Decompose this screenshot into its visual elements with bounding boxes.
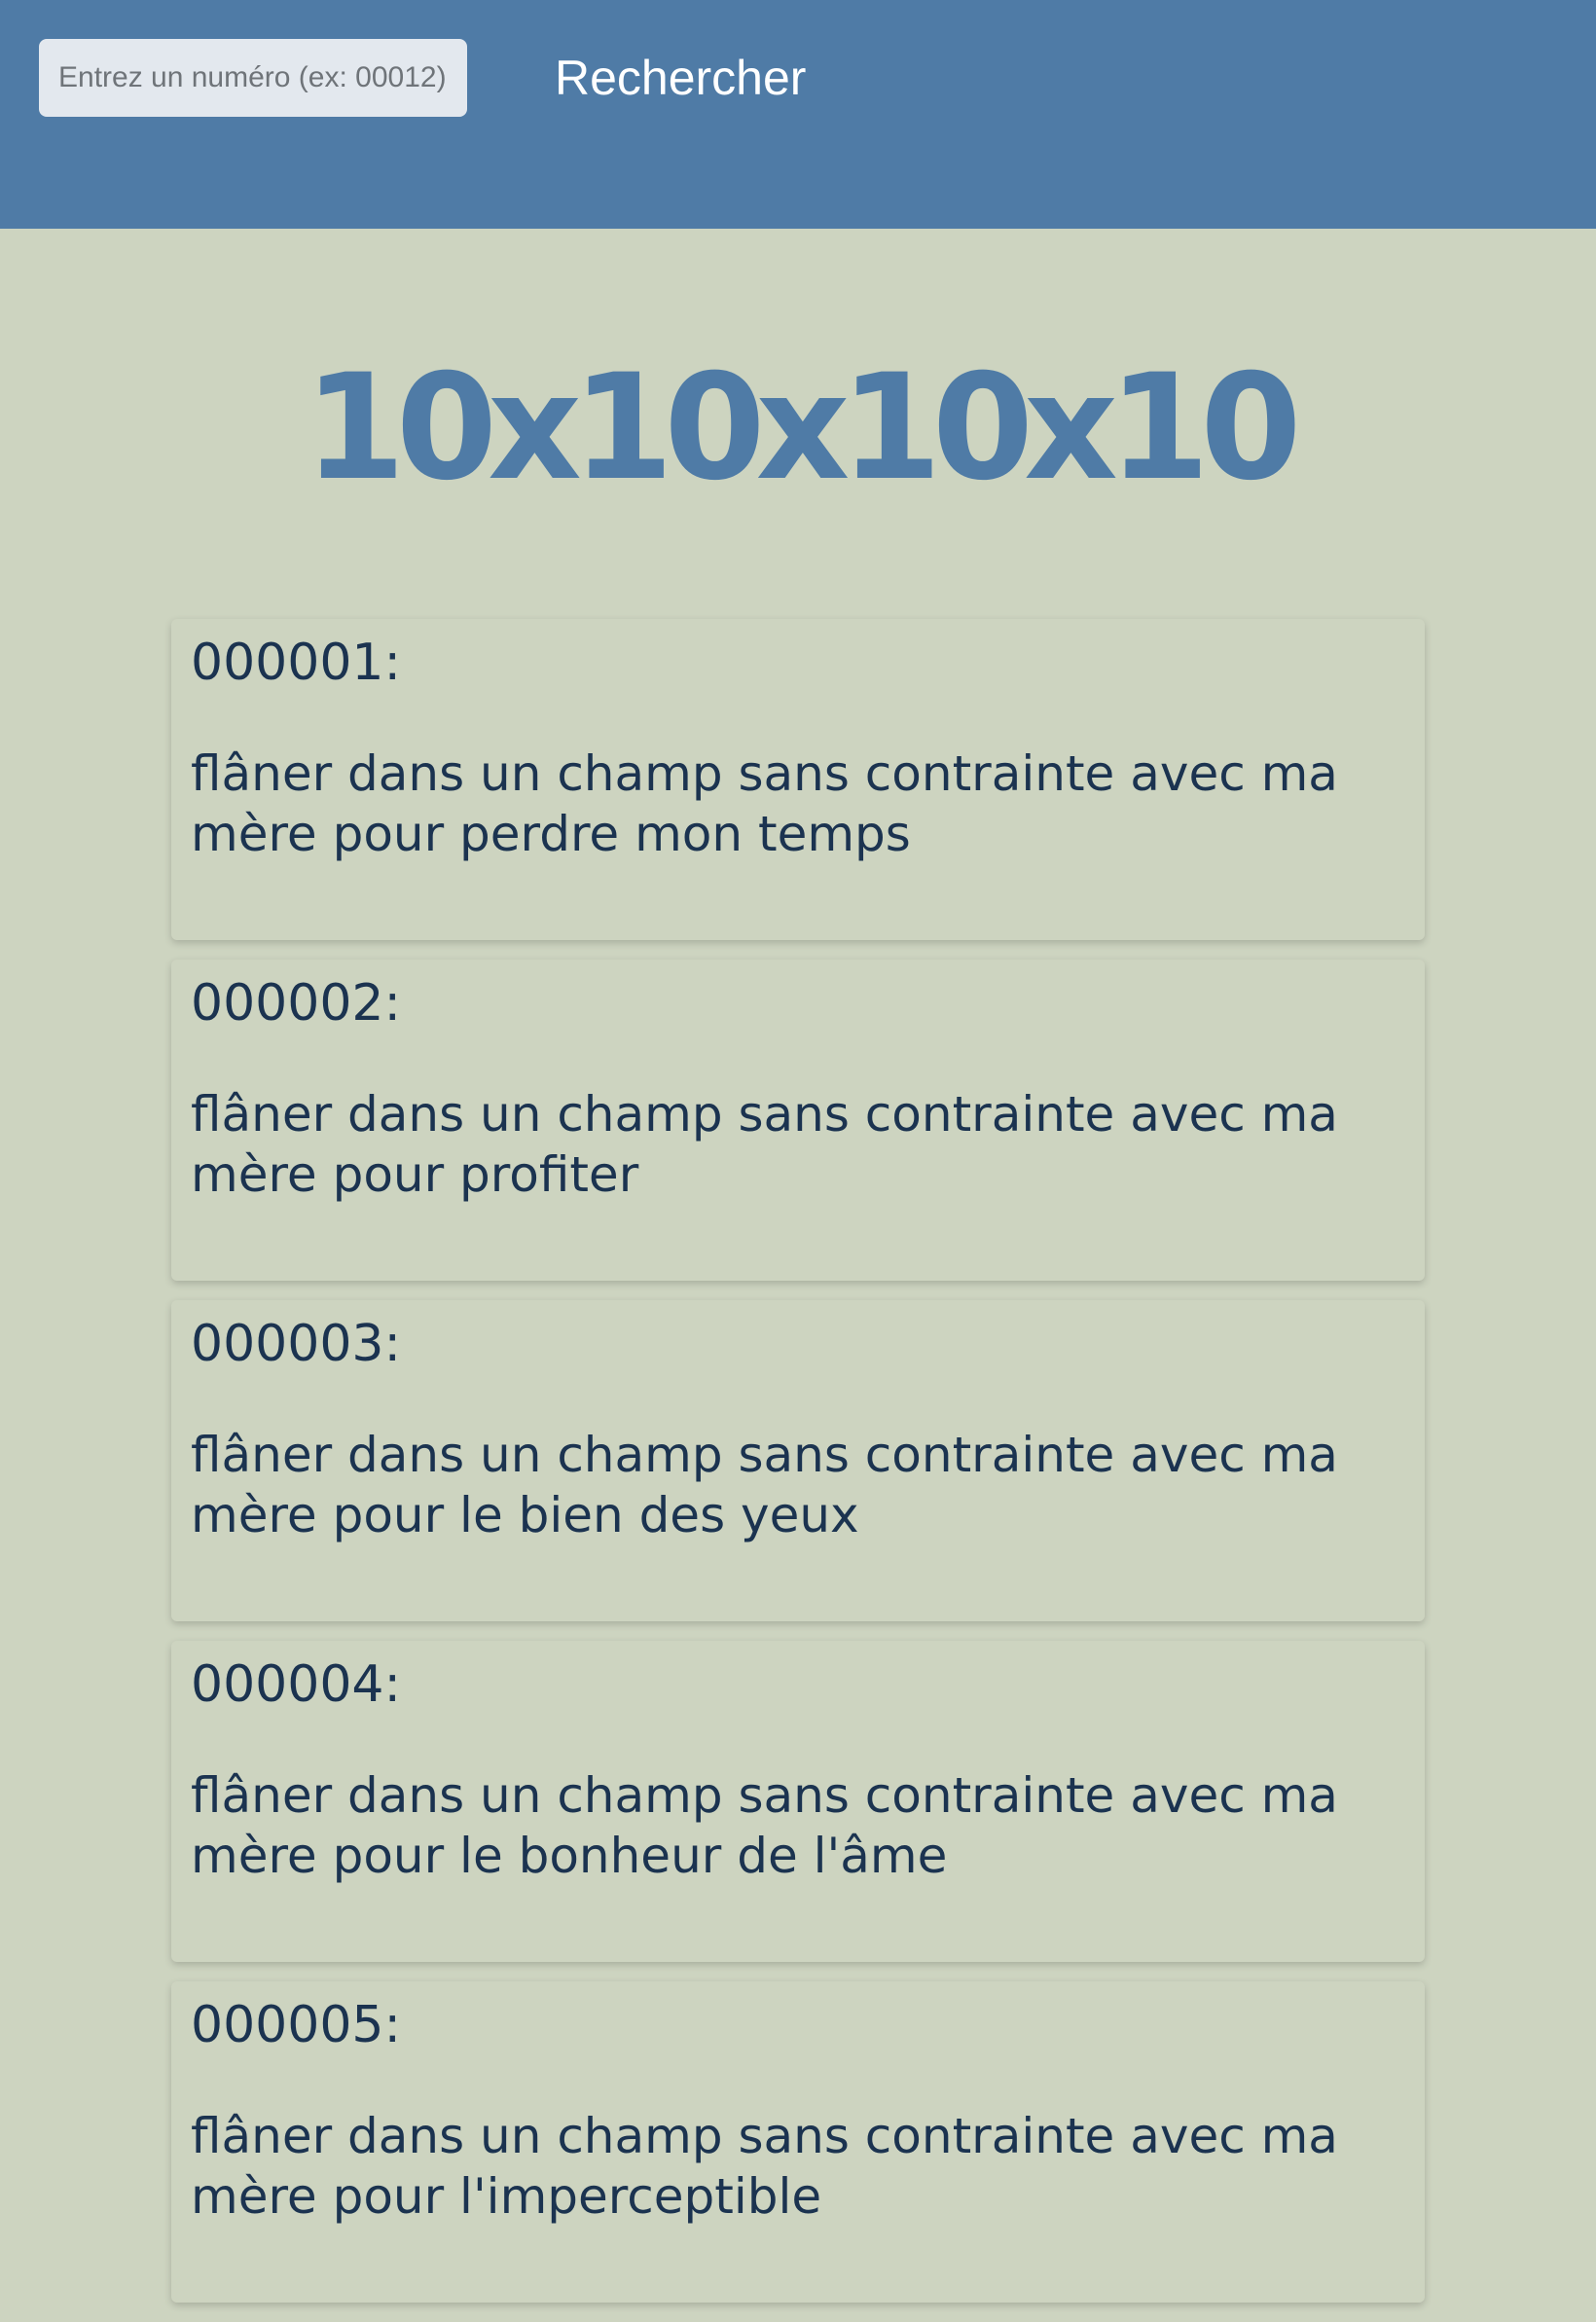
search-button[interactable]: Rechercher xyxy=(526,39,835,117)
entry-text: flâner dans un champ sans contrainte avec ma mère pour profiter xyxy=(191,1086,1338,1203)
entry-card xyxy=(171,619,1425,940)
entry-number: 000004: xyxy=(191,1655,402,1714)
entry-card xyxy=(171,1641,1425,1962)
entry-card xyxy=(171,1300,1425,1621)
entry-text: flâner dans un champ sans contrainte avec ma mère pour le bonheur de l'âme xyxy=(191,1767,1338,1884)
entry-text: flâner dans un champ sans contrainte avec ma mère pour perdre mon temps xyxy=(191,745,1338,862)
entry-number: 000002: xyxy=(191,974,402,1033)
entry-text: flâner dans un champ sans contrainte avec ma mère pour le bien des yeux xyxy=(191,1427,1338,1543)
entry-number: 000001: xyxy=(191,634,402,692)
entry-card xyxy=(171,960,1425,1281)
search-input[interactable] xyxy=(39,39,467,117)
page-title: 10x10x10x10 xyxy=(304,344,1292,513)
entry-number: 000005: xyxy=(191,1996,402,2054)
entry-number: 000003: xyxy=(191,1315,402,1373)
entry-list xyxy=(171,619,1425,2322)
entry-text: flâner dans un champ sans contrainte avec ma mère pour l'imperceptible xyxy=(191,2108,1338,2225)
top-bar xyxy=(0,0,1596,229)
entry-card xyxy=(171,1981,1425,2303)
